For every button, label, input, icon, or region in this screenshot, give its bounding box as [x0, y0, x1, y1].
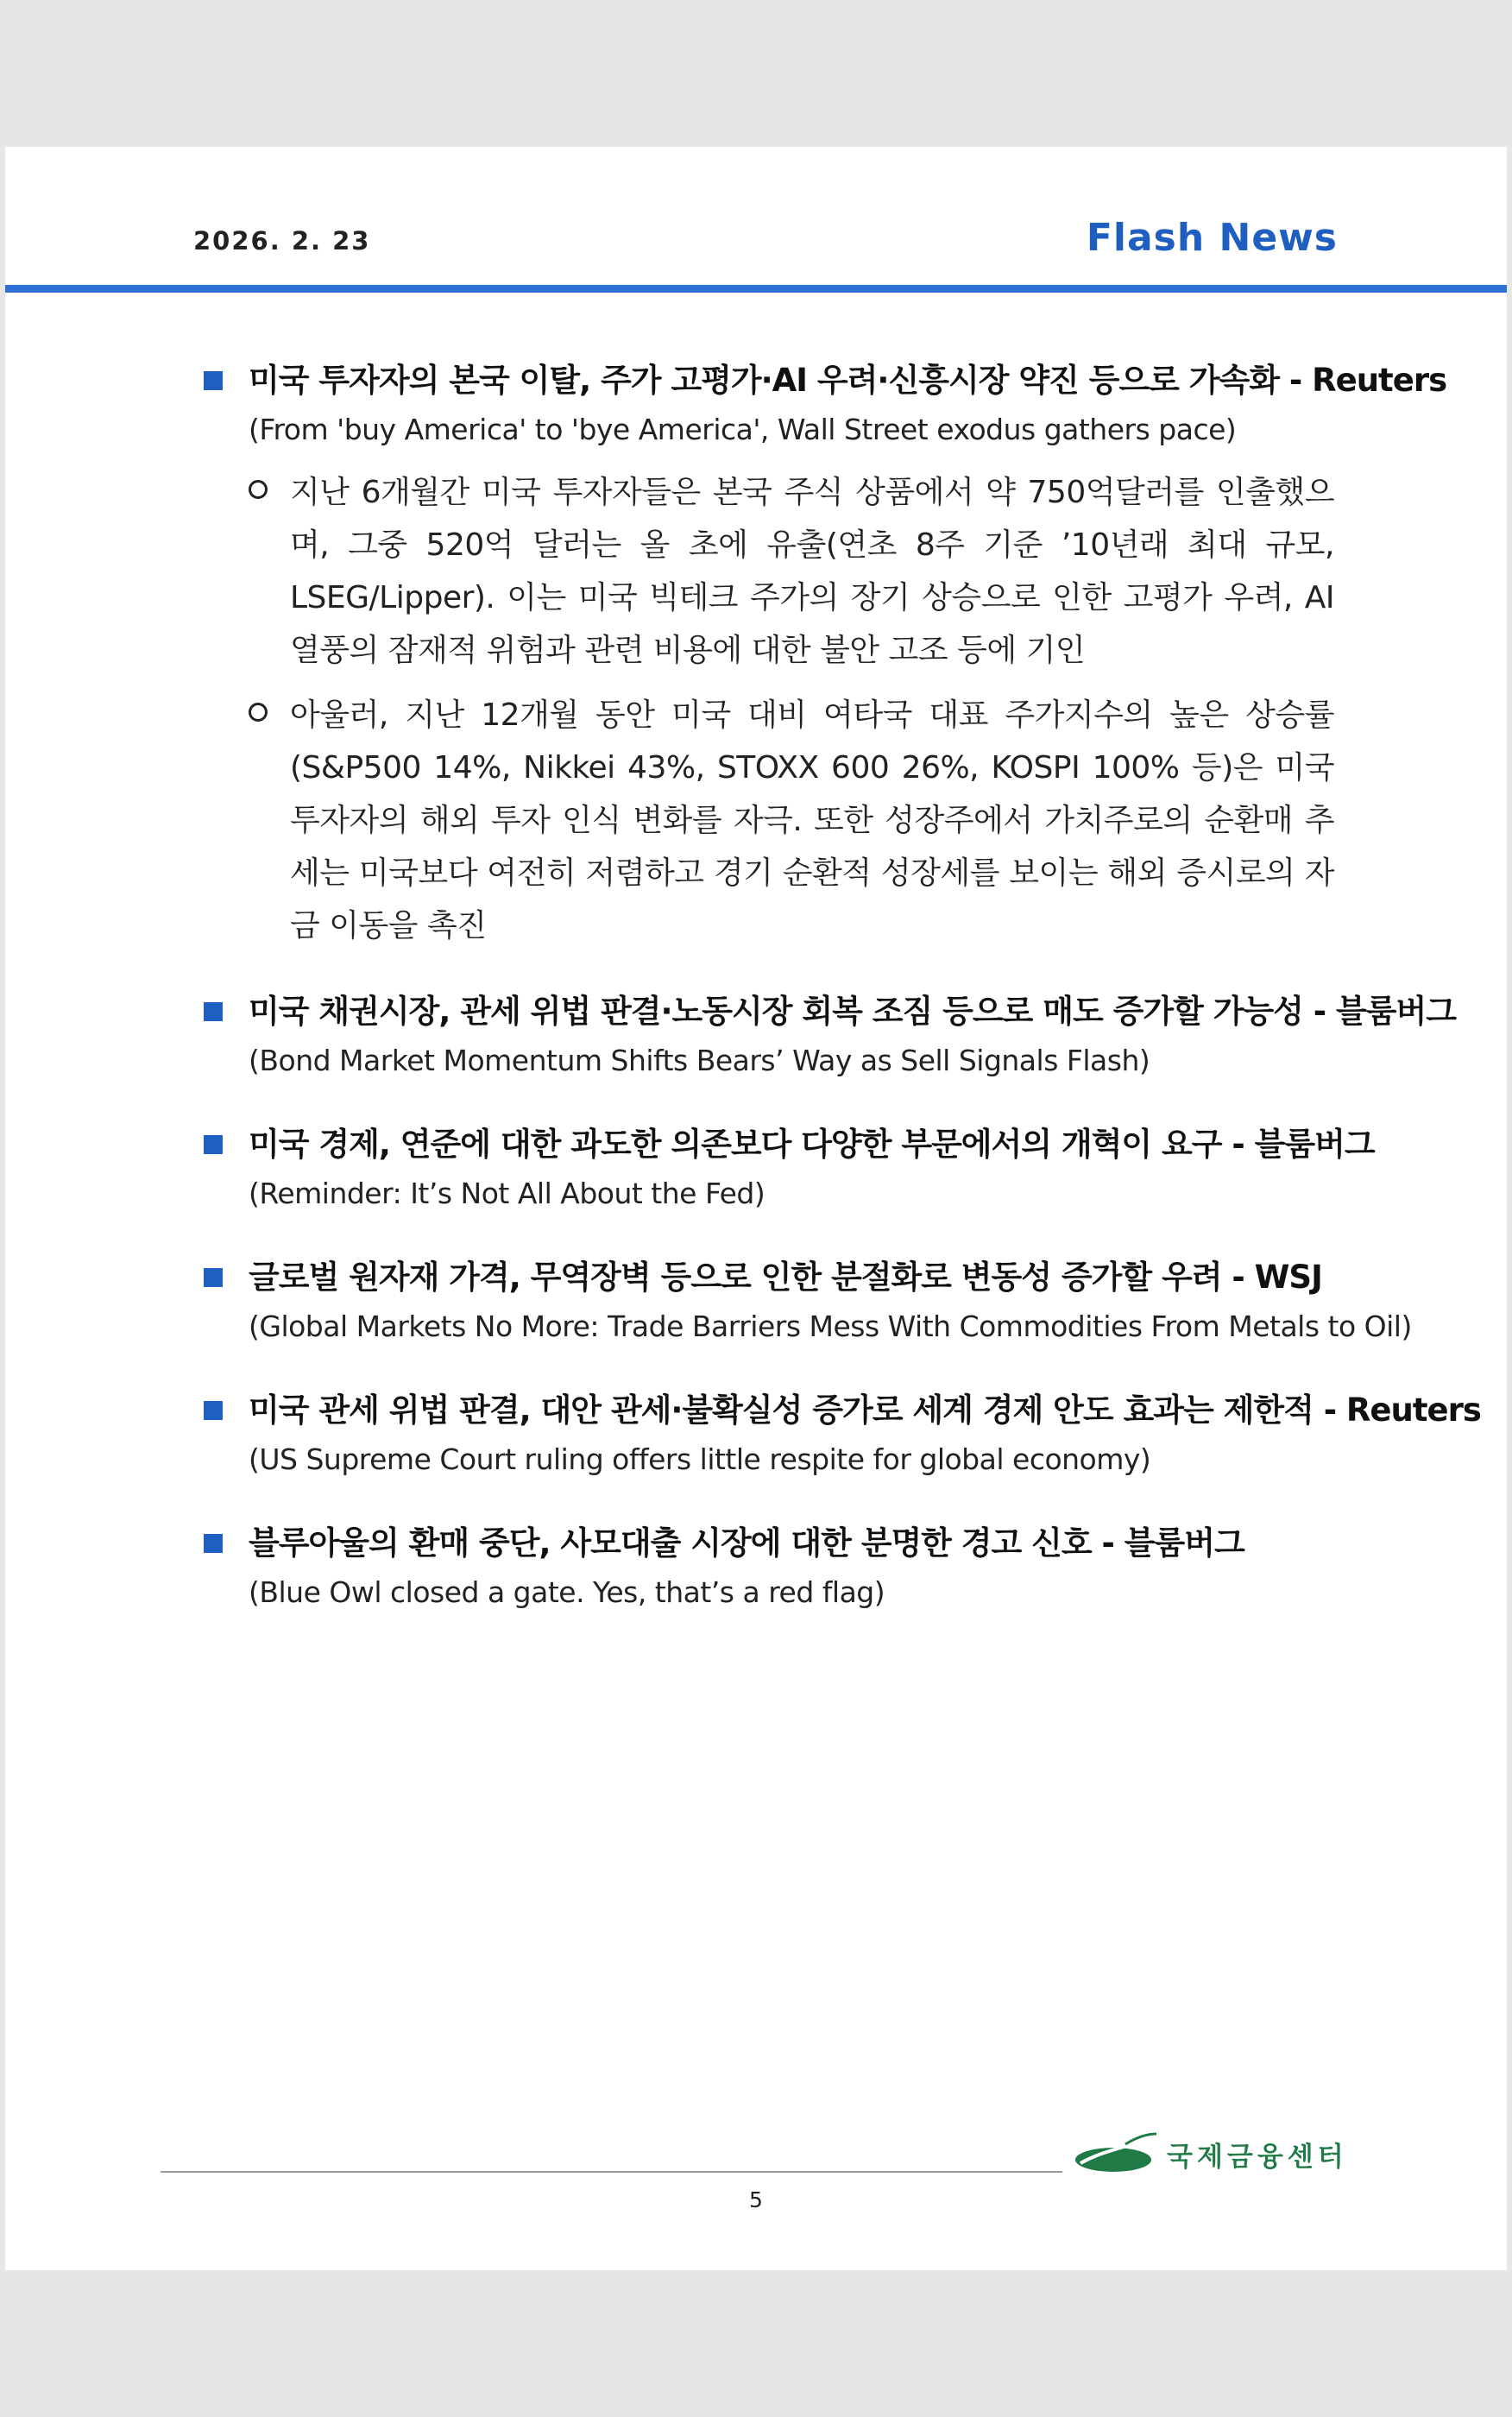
news-subtitle: (Global Markets No More: Trade Barriers Mess With Commodities From Metals to Oil) [249, 1309, 1412, 1343]
news-headline-text: 글로벌 원자재 가격, 무역장벽 등으로 인한 분절화로 변동성 증가할 우려 - WSJ [249, 1259, 1322, 1296]
square-bullet-icon [204, 1268, 223, 1287]
page-number: 5 [749, 2187, 763, 2212]
news-headline-text: 블루아울의 환매 중단, 사모대출 시장에 대한 분명한 경고 신호 - 블룸버그 [249, 1524, 1244, 1562]
news-headline [204, 1518, 1334, 1568]
news-item [204, 987, 1457, 1085]
news-item [204, 1120, 1375, 1218]
report-title: Flash News [1086, 216, 1338, 260]
news-point-text: 아울러, 지난 12개월 동안 미국 대비 여타국 대표 주가지수의 높은 상승률(S&P500 14%, Nikkei 43%, STOXX 600 26%, KOSPI 100% 등)은 미국 투자자의 해외 투자 인식 변화를 자극. 또한 성장주에서 가치주로의 순환매 추세는 미국보다 여전히 저렴하고 경기 순환적 성장세를 보이는 해외 증시로의 자금 이동을 촉진 [290, 697, 1334, 943]
news-headline-text: 미국 관세 위법 판결, 대안 관세·불확실성 증가로 세계 경제 안도 효과는 제한적 - Reuters [249, 1392, 1481, 1429]
logo-text: 국제금융센터 [1167, 2141, 1348, 2173]
news-subtitle: (Reminder: It’s Not All About the Fed) [249, 1177, 765, 1210]
report-date: 2026. 2. 23 [193, 226, 371, 256]
square-bullet-icon [204, 1002, 223, 1021]
news-subtitle: (Blue Owl closed a gate. Yes, that’s a red flag) [249, 1575, 885, 1609]
square-bullet-icon [204, 1401, 223, 1420]
news-item [204, 1518, 1334, 1617]
news-headline-text: 미국 채권시장, 관세 위법 판결·노동시장 회복 조짐 등으로 매도 증가할 가능성 - 블룸버그 [249, 993, 1457, 1030]
news-points [204, 466, 1334, 952]
document-page [5, 147, 1507, 2270]
news-item [204, 1385, 1481, 1484]
news-headline [204, 356, 1447, 406]
news-headline-text: 미국 경제, 연준에 대한 과도한 의존보다 다양한 부문에서의 개혁이 요구 - 블룸버그 [249, 1126, 1375, 1163]
news-point [249, 689, 1334, 952]
news-item [204, 1253, 1412, 1351]
kcif-logo-icon [1072, 2132, 1158, 2175]
news-headline [204, 1120, 1375, 1170]
header-divider [5, 285, 1507, 293]
circle-bullet-icon [249, 480, 268, 499]
square-bullet-icon [204, 371, 223, 390]
footer-divider [161, 2171, 1062, 2173]
square-bullet-icon [204, 1135, 223, 1154]
news-headline [204, 987, 1457, 1037]
footer-logo [1072, 2132, 1348, 2175]
news-point-text: 지난 6개월간 미국 투자자들은 본국 주식 상품에서 약 750억달러를 인출했으며, 그중 520억 달러는 올 초에 유출(연초 8주 기준 ’10년래 최대 규모, LSEG/Lipper). 이는 미국 빅테크 주가의 장기 상승으로 인한 고평가 우려, AI 열풍의 잠재적 위험과 관련 비용에 대한 불안 고조 등에 기인 [290, 475, 1334, 668]
news-item [204, 356, 1447, 952]
news-subtitle: (From 'buy America' to 'bye America', Wall Street exodus gathers pace) [249, 413, 1237, 446]
square-bullet-icon [204, 1534, 223, 1553]
news-point [249, 466, 1334, 677]
news-subtitle: (US Supreme Court ruling offers little respite for global economy) [249, 1442, 1151, 1476]
circle-bullet-icon [249, 703, 268, 722]
news-headline [204, 1385, 1481, 1436]
news-headline [204, 1253, 1334, 1303]
news-list [204, 356, 1481, 1651]
news-subtitle: (Bond Market Momentum Shifts Bears’ Way as Sell Signals Flash) [249, 1044, 1150, 1077]
news-headline-text: 미국 투자자의 본국 이탈, 주가 고평가·AI 우려·신흥시장 약진 등으로 가속화 - Reuters [249, 362, 1447, 399]
